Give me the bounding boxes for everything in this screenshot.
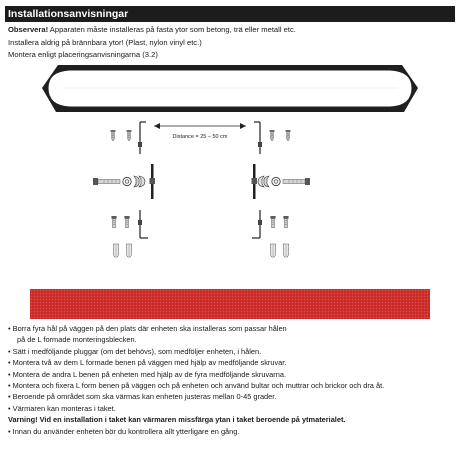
right-l-bracket (254, 122, 262, 154)
left-wall-bracket (138, 210, 148, 238)
instruction-item: • Borra fyra hål på väggen på den plats där enheten ska installeras som passar hålen (8, 324, 287, 333)
intro-line-3: Montera enligt placeringsanvisningarna (3.2) (8, 50, 158, 59)
warning-text: Varning! Vid en installation i taket kan värmaren missfärga ytan i taket beroende på ytmaterialet. (8, 415, 346, 425)
distance-label: Distance = 25 – 50 cm (172, 134, 228, 140)
instruction-item: • Montera och fixera L form benen på väggen och på enheten och använd bultar och muttrar och brickor och dra åt. (8, 381, 385, 391)
left-bolt-assembly (93, 176, 145, 187)
left-bracket-middle (150, 164, 156, 199)
left-l-bracket (138, 122, 146, 154)
right-bracket-screws (270, 130, 291, 141)
intro-line-1 (8, 24, 454, 37)
left-wall-screws (111, 216, 129, 228)
instruction-item-continued: på de L formade monteringsblecken. (17, 335, 137, 345)
heater-band-image (30, 289, 430, 319)
instruction-item: • Sätt i medföljande pluggar (om det behövs), som medföljer enheten, i hålen. (8, 346, 262, 356)
right-bracket-middle (252, 164, 258, 199)
heater-unit-drawing (42, 65, 418, 112)
instruction-item: • Montera två av dem L formade benen på väggen med hjälp av medföljande skruvar. (8, 358, 287, 368)
right-wall-bracket (252, 210, 262, 238)
instruction-item: • Beroende på området som ska värmas kan enheten justeras mellan 0-45 grader. (8, 392, 277, 402)
section-title: Installationsanvisningar (8, 8, 129, 20)
intro-line-2: Installera aldrig på brännbara ytor! (Plast, nylon vinyl etc.) (8, 37, 202, 47)
right-wall-plugs (270, 244, 289, 257)
instruction-item: • Innan du använder enheten bör du kontrollera allt ytterligare en gång. (8, 426, 240, 436)
right-wall-screws (270, 216, 288, 228)
instruction-item: • Montera de andra L benen på enheten med hjälp av de fyra medföljande skruvarna. (8, 369, 287, 379)
observe-label: Observera! (8, 25, 49, 34)
distance-dimension (154, 123, 246, 140)
section-header (5, 6, 455, 22)
instruction-item: • Värmaren kan monteras i taket. (8, 403, 116, 413)
observe-text: Apparaten måste installeras på fasta ytor som betong, trä eller metall etc. (48, 25, 296, 34)
instructions-list (8, 323, 456, 437)
installation-diagram (0, 60, 460, 280)
intro-text (8, 24, 454, 62)
left-bracket-screws (111, 130, 132, 141)
right-bolt-assembly (258, 176, 310, 187)
left-wall-plugs (113, 244, 132, 257)
